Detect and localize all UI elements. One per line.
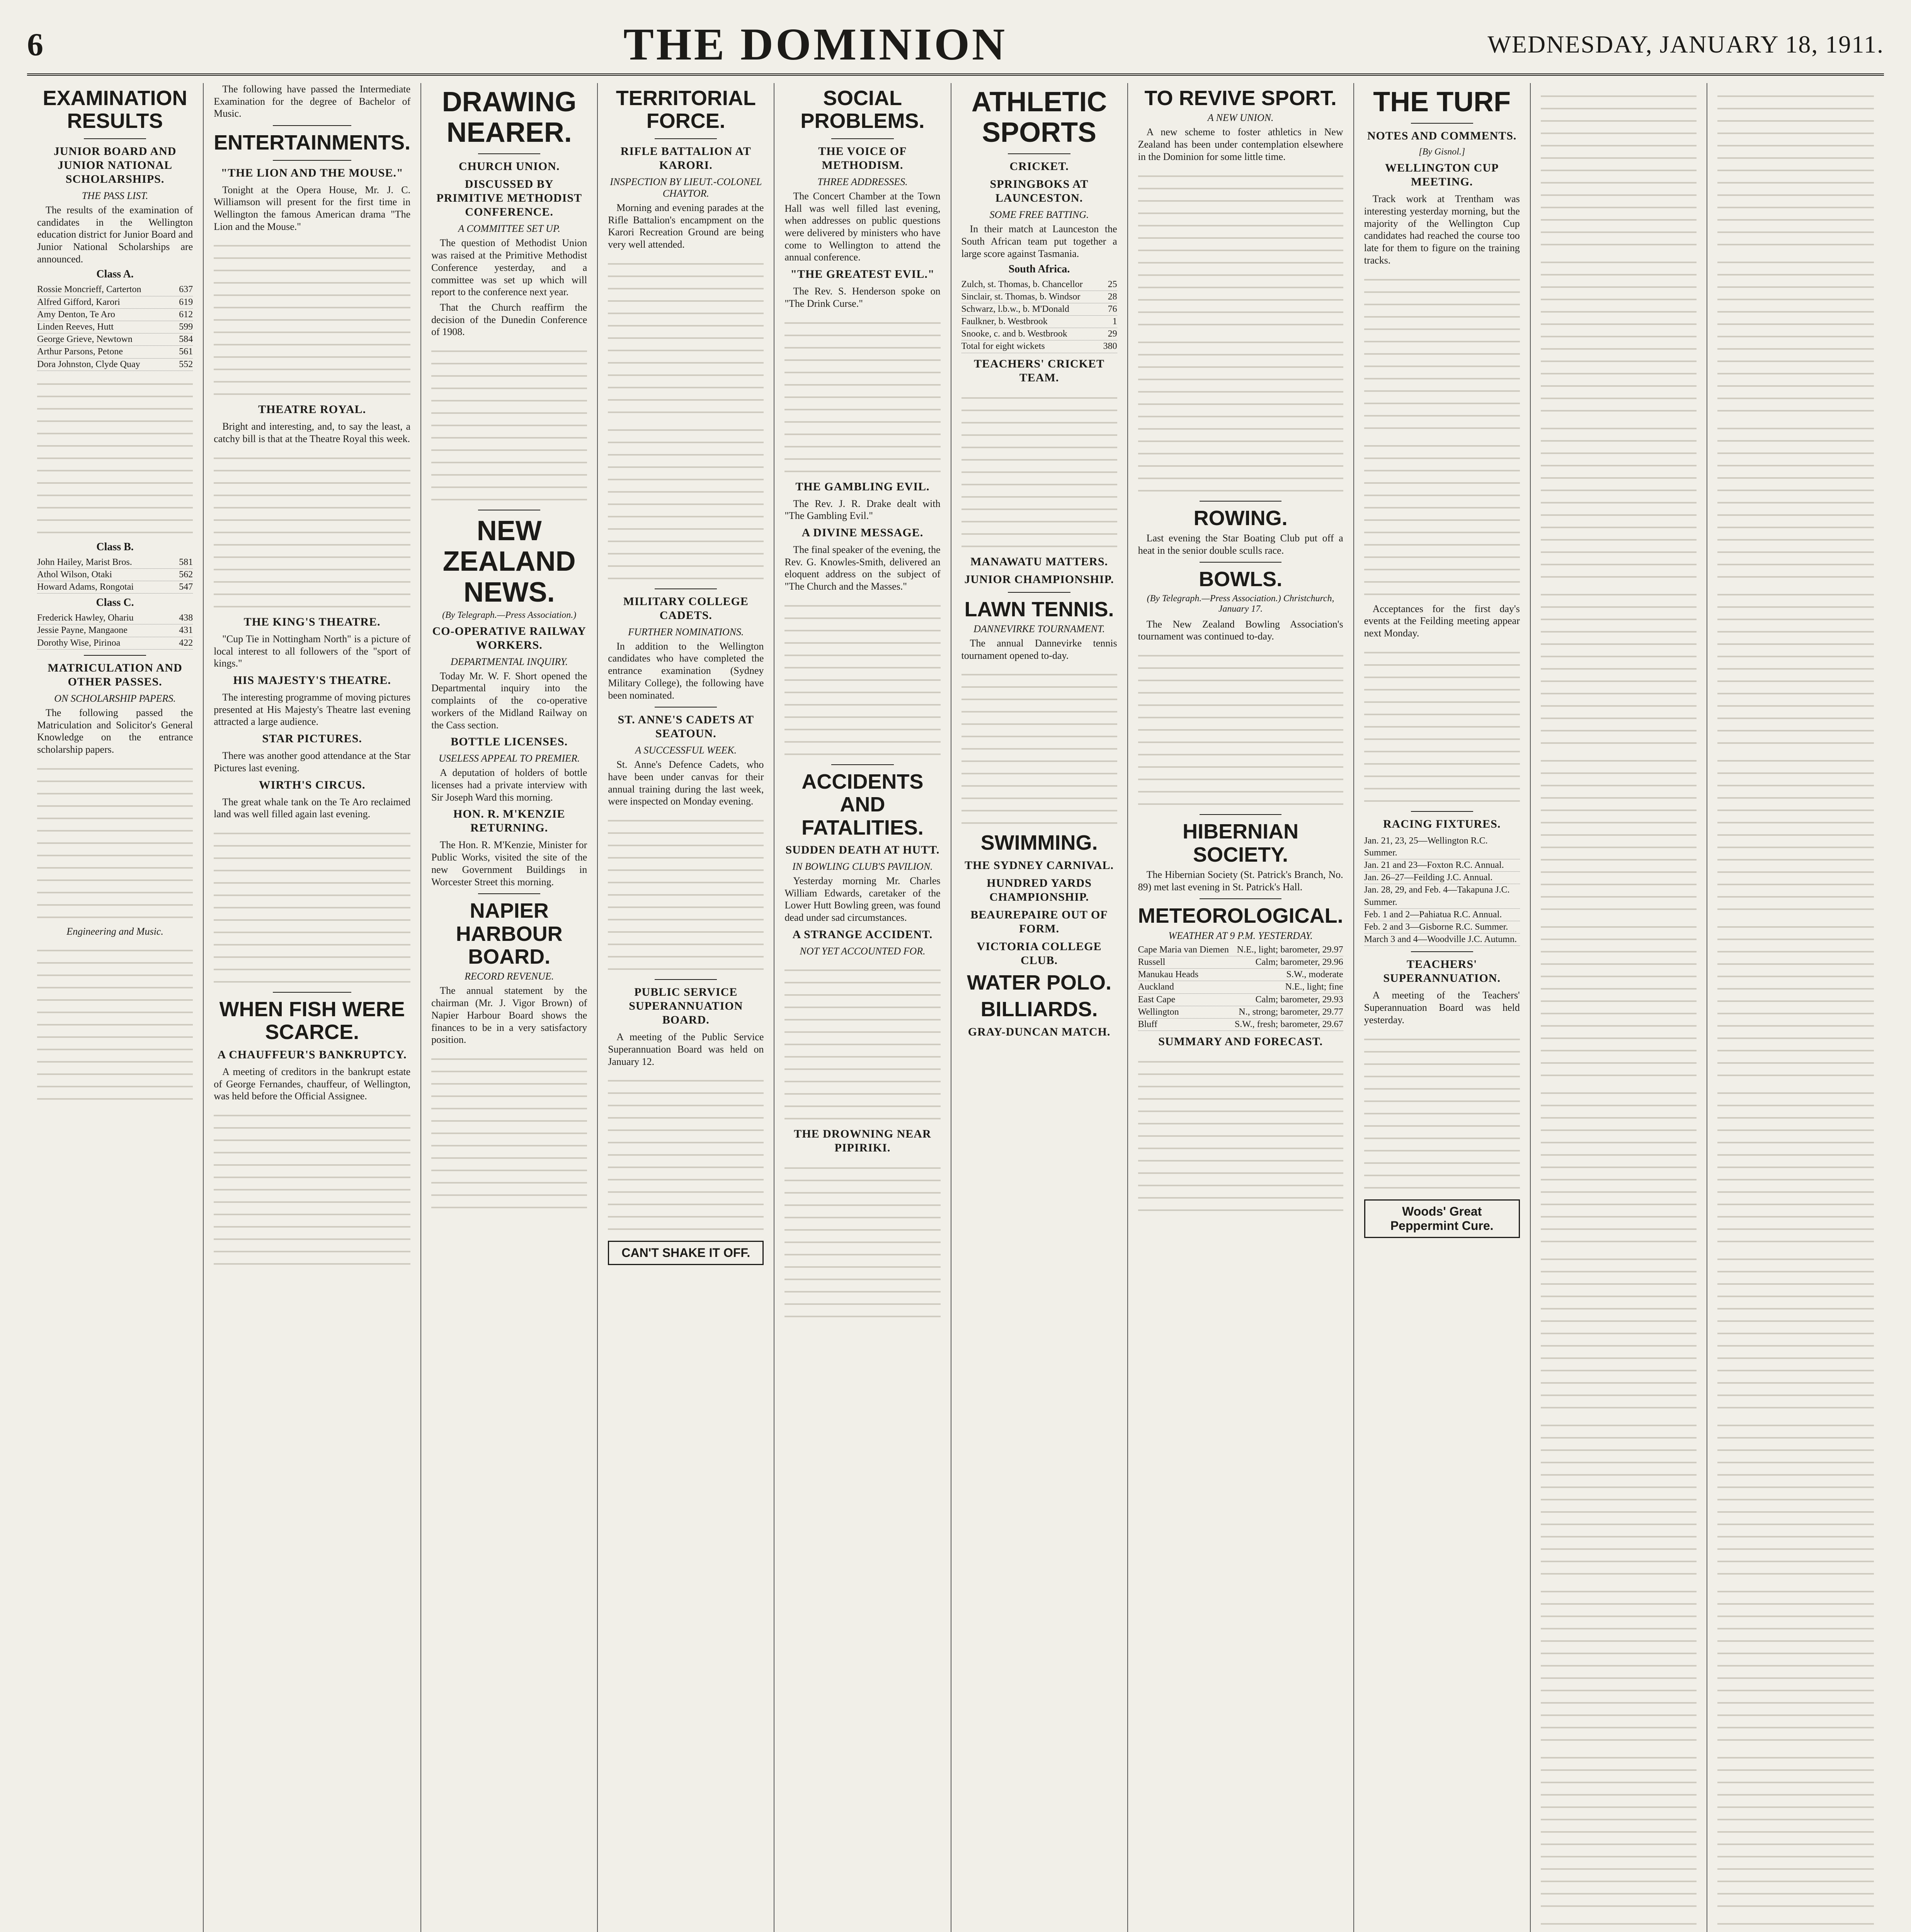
text-block: [1138, 646, 1343, 809]
revive-sport-text: A new scheme to foster athletics in New Zealand has been under contemplation elsewhere in the Dominion for some little time.: [1138, 126, 1343, 162]
hundred-yards-heading: HUNDRED YARDS CHAMPIONSHIP.: [987, 876, 1092, 903]
list-item: Wellington N., strong; barometer, 29.77: [1138, 1006, 1343, 1019]
mckenzie-heading: HON. R. M'KENZIE RETURNING.: [453, 808, 565, 835]
class-b-list: [37, 556, 193, 594]
text-block: [784, 1159, 940, 1321]
column-2: [204, 83, 421, 1932]
church-union-subheading: CHURCH UNION.: [459, 160, 560, 173]
notes-comments-subheading: NOTES AND COMMENTS.: [1367, 129, 1517, 143]
wirths-circus-title: WIRTH'S CIRCUS.: [259, 778, 366, 791]
columns: [27, 83, 1884, 1932]
text-block: [1717, 1416, 1874, 1578]
list-item: Dorothy Wise, Pirinoa 422: [37, 637, 193, 650]
south-africa-label: South Africa.: [1008, 263, 1070, 275]
revive-sport-heading: TO REVIVE SPORT.: [1144, 87, 1337, 110]
cadets-text: In addition to the Wellington candidates who have completed the entrance examination (Sydney Military College), the following have been nominated.: [608, 640, 764, 701]
accidents-text: Yesterday morning Mr. Charles William Edwards, caretaker of the Lower Hutt Bowling green, was found dead under sad circumstances.: [784, 875, 941, 923]
church-union-text: The question of Methodist Union was raised at the Primitive Methodist Conference yesterday, and a committee was set up which will report to the conference next year.: [431, 237, 587, 298]
free-batting-subheading: SOME FREE BATTING.: [989, 209, 1089, 221]
music-intro: The following have passed the Intermediate Examination for the degree of Bachelor of Music.: [214, 83, 411, 119]
list-item: Athol Wilson, Otaki 562: [37, 569, 193, 581]
theatre-royal-title: THEATRE ROYAL.: [258, 403, 366, 416]
junior-championship-heading: JUNIOR CHAMPIONSHIP.: [964, 573, 1114, 586]
rule: [1200, 814, 1281, 815]
bottle-text: A deputation of holders of bottle licenses had a private interview with Sir Joseph Ward this morning.: [431, 767, 587, 803]
text-block: [1541, 1748, 1697, 1911]
column-3: [421, 83, 598, 1932]
social-problems-text: The Concert Chamber at the Town Hall was well filled last evening, when addresses on public questions were delivered by ministers who have come to Wellington to attend the annual conference.: [784, 190, 941, 263]
sydney-carnival-subheading: THE SYDNEY CARNIVAL.: [965, 859, 1114, 872]
summary-forecast-heading: SUMMARY AND FORECAST.: [1158, 1035, 1323, 1048]
swimming-heading: SWIMMING.: [980, 831, 1098, 855]
class-c-list: [37, 612, 193, 650]
text-block: [1541, 585, 1697, 748]
matric-heading: MATRICULATION AND OTHER PASSES.: [48, 661, 182, 688]
text-block: [1541, 1915, 1697, 1932]
text-block: [431, 1050, 587, 1212]
lion-mouse-title: "THE LION AND THE MOUSE.": [221, 166, 403, 179]
advertisement: CAN'T SHAKE IT OFF.: [608, 1241, 764, 1265]
turf-text-2: Acceptances for the first day's events at the Feilding meeting appear next Monday.: [1364, 603, 1520, 639]
rule: [84, 138, 146, 139]
matric-text: The following passed the Matriculation and Solicitor's General Knowledge on the entrance scholarship papers.: [37, 707, 193, 755]
rule: [1411, 123, 1473, 124]
springboks-subheading: SPRINGBOKS AT LAUNCESTON.: [990, 178, 1089, 205]
tennis-text: The annual Dannevirke tennis tournament opened to-day.: [961, 638, 1117, 661]
inspection-subheading: INSPECTION BY LIEUT.-COLONEL CHAYTOR.: [610, 176, 762, 199]
text-block: [1364, 1030, 1520, 1192]
gray-duncan-subheading: GRAY-DUNCAN MATCH.: [968, 1025, 1111, 1038]
rifle-battalion-subheading: RIFLE BATTALION AT KARORI.: [620, 145, 751, 172]
text-block: [1364, 437, 1520, 599]
list-item: Frederick Hawley, Ohariu 438: [37, 612, 193, 624]
exam-results-heading: EXAMINATION RESULTS: [43, 87, 187, 133]
rule: [655, 588, 717, 589]
class-b-label: Class B.: [96, 541, 134, 553]
table-row: Sinclair, st. Thomas, b. Windsor 28: [961, 291, 1117, 303]
class-a-list: [37, 284, 193, 371]
weather-subheading: WEATHER AT 9 P.M. YESTERDAY.: [1168, 930, 1313, 941]
primitive-methodist-subheading: DISCUSSED BY PRIMITIVE METHODIST CONFERENCE.: [436, 178, 582, 219]
rule: [1411, 951, 1473, 952]
text-block: [784, 314, 940, 476]
text-block: [784, 597, 940, 759]
strange-accident-subheading: NOT YET ACCOUNTED FOR.: [800, 945, 926, 957]
napier-subheading: RECORD REVENUE.: [465, 971, 554, 982]
rule: [273, 160, 352, 161]
mckenzie-text: The Hon. R. M'Kenzie, Minister for Public Works, visited the site of the new Government Buildings in Worcester Street this morning.: [431, 839, 587, 888]
list-item: Jan. 21, 23, 25—Wellington R.C. Summer.: [1364, 835, 1520, 859]
pass-list-label: THE PASS LIST.: [82, 190, 148, 201]
beaurepaire-heading: BEAUREPAIRE OUT OF FORM.: [970, 908, 1108, 935]
issue-date: WEDNESDAY, JANUARY 18, 1911.: [1487, 31, 1884, 58]
gambling-heading: THE GAMBLING EVIL.: [795, 480, 930, 493]
turf-byline: [By Gisnol.]: [1419, 147, 1465, 157]
seatoun-text: St. Anne's Defence Cadets, who have been under canvas for their annual training during the last week, were inspected on Monday evening.: [608, 759, 764, 807]
list-item: Jessie Payne, Mangaone 431: [37, 624, 193, 637]
coop-heading: CO-OPERATIVE RAILWAY WORKERS.: [432, 624, 586, 651]
text-block: [1541, 419, 1697, 582]
table-row: Zulch, st. Thomas, b. Chancellor 25: [961, 279, 1117, 291]
table-row: Faulkner, b. Westbrook 1: [961, 316, 1117, 328]
church-union-text-2: That the Church reaffirm the decision of the Dunedin Conference of 1908.: [431, 301, 587, 338]
rule: [273, 992, 352, 993]
text-block: [431, 342, 587, 504]
dannevirke-subheading: DANNEVIRKE TOURNAMENT.: [973, 623, 1105, 635]
list-item: Jan. 28, 29, and Feb. 4—Takapuna J.C. Summer.: [1364, 884, 1520, 908]
manawatu-heading: MANAWATU MATTERS.: [970, 555, 1108, 568]
class-a-label: Class A.: [96, 268, 134, 281]
text-block: [1541, 1416, 1697, 1578]
drawing-nearer-heading: DRAWING NEARER.: [442, 87, 577, 148]
text-block: [608, 255, 764, 417]
rule: [655, 979, 717, 980]
table-row: Schwarz, l.b.w., b. M'Donald 76: [961, 303, 1117, 316]
teachers-superannuation-text: A meeting of the Teachers' Superannuation Board was held yesterday.: [1364, 990, 1520, 1026]
text-block: [1541, 1084, 1697, 1246]
coop-subheading: DEPARTMENTAL INQUIRY.: [450, 656, 568, 667]
text-block: [37, 375, 193, 537]
column-4: [598, 83, 774, 1932]
rule: [831, 138, 893, 139]
text-block: [961, 389, 1117, 551]
text-block: [1138, 1053, 1343, 1215]
list-item: Alfred Gifford, Karori 619: [37, 296, 193, 309]
rule: [84, 655, 146, 656]
list-item: March 3 and 4—Woodville J.C. Autumn.: [1364, 934, 1520, 946]
scorecard: [961, 279, 1117, 353]
list-item: Russell Calm; barometer, 29.96: [1138, 956, 1343, 969]
text-block: [1138, 167, 1343, 329]
text-block: [1541, 752, 1697, 914]
nz-news-heading: NEW ZEALAND NEWS.: [442, 515, 576, 608]
rule: [273, 125, 352, 126]
text-block: [1717, 253, 1874, 415]
divine-message-text: The final speaker of the evening, the Rev. G. Knowles-Smith, delivered an eloquent address on the subject of "The Church and the Masses.": [784, 544, 941, 592]
engineering-heading: Engineering and Music.: [66, 925, 163, 937]
theatre-royal-text: Bright and interesting, and, to say the least, a catchy bill is that at the Theatre Royal this week.: [214, 421, 411, 445]
rule: [478, 153, 540, 154]
text-block: [214, 449, 410, 611]
text-block: [784, 961, 940, 1123]
list-item: John Hailey, Marist Bros. 581: [37, 556, 193, 569]
text-block: [1717, 585, 1874, 748]
list-item: Bluff S.W., fresh; barometer, 29.67: [1138, 1019, 1343, 1031]
new-union-subheading: A NEW UNION.: [1207, 112, 1274, 124]
list-item: Howard Adams, Rongotai 547: [37, 581, 193, 594]
water-polo-heading: WATER POLO.: [967, 971, 1112, 994]
text-block: [214, 824, 410, 986]
text-block: [1541, 253, 1697, 415]
teachers-cricket-heading: TEACHERS' CRICKET TEAM.: [974, 357, 1105, 384]
lawn-tennis-heading: LAWN TENNIS.: [964, 597, 1114, 621]
advertisement: Woods' Great Peppermint Cure.: [1364, 1199, 1520, 1238]
seatoun-subheading: A SUCCESSFUL WEEK.: [635, 745, 737, 756]
bowling-club-subheading: IN BOWLING CLUB'S PAVILION.: [792, 861, 933, 872]
bottle-heading: BOTTLE LICENSES.: [451, 735, 568, 748]
methodism-subheading: THE VOICE OF METHODISM.: [818, 145, 907, 172]
turf-text: Track work at Trentham was interesting yesterday morning, but the majority of the Wellington Cup candidates had reached the course too late for them to figure on the training tracks.: [1364, 193, 1520, 266]
list-item: Rossie Moncrieff, Carterton 637: [37, 284, 193, 296]
rule: [478, 893, 540, 894]
rule: [1200, 501, 1281, 502]
cadets-heading: MILITARY COLLEGE CADETS.: [623, 595, 749, 622]
committee-subheading: A COMMITTEE SET UP.: [458, 223, 560, 235]
divine-message-heading: A DIVINE MESSAGE.: [801, 526, 924, 539]
list-item: Auckland N.E., light; fine: [1138, 981, 1343, 993]
text-block: [1717, 752, 1874, 914]
text-block: [214, 236, 410, 399]
exam-intro: The results of the examination of candidates in the Wellington education district for Junior Board and Junior National Scholarships are announced.: [37, 204, 193, 265]
exam-subheading: JUNIOR BOARD AND JUNIOR NATIONAL SCHOLARSHIPS.: [53, 145, 177, 185]
greatest-evil-text: The Rev. S. Henderson spoke on "The Drink Curse.": [784, 286, 941, 309]
list-item: Feb. 1 and 2—Pahiatua R.C. Annual.: [1364, 909, 1520, 921]
page-number: 6: [27, 26, 43, 63]
napier-text: The annual statement by the chairman (Mr. J. Vigor Brown) of Napier Harbour Board shows the finances to be in a very satisfactory position.: [431, 985, 587, 1046]
superannuation-heading: PUBLIC SERVICE SUPERANNUATION BOARD.: [629, 986, 743, 1027]
victoria-college-heading: VICTORIA COLLEGE CLUB.: [977, 940, 1102, 967]
text-block: [1364, 270, 1520, 433]
text-block: [1717, 1582, 1874, 1745]
billiards-heading: BILLIARDS.: [980, 998, 1098, 1021]
hibernian-text: The Hibernian Society (St. Patrick's Branch, No. 89) met last evening in St. Patrick's Hall.: [1138, 869, 1343, 893]
column-6: [951, 83, 1128, 1932]
text-block: [1541, 1582, 1697, 1745]
cup-meeting-heading: WELLINGTON CUP MEETING.: [1385, 162, 1499, 189]
list-item: Cape Maria van Diemen N.E., light; barometer, 29.97: [1138, 944, 1343, 956]
rule: [1200, 562, 1281, 563]
greatest-evil-heading: "THE GREATEST EVIL.": [790, 268, 935, 281]
cricket-text: In their match at Launceston the South African team put together a large score against Tasmania.: [961, 223, 1117, 259]
text-block: [1717, 1915, 1874, 1932]
text-block: [1717, 918, 1874, 1080]
entertainments-heading: ENTERTAINMENTS.: [214, 131, 411, 155]
text-block: [608, 811, 764, 974]
accidents-heading: ACCIDENTS AND FATALITIES.: [801, 770, 924, 839]
bowls-text: The New Zealand Bowling Association's tournament was continued to-day.: [1138, 618, 1343, 642]
territorial-text: Morning and evening parades at the Rifle Battalion's encampment on the Karori Recreation Ground are being very well attended.: [608, 202, 764, 250]
meteorological-heading: METEOROLOGICAL.: [1138, 904, 1343, 928]
list-item: George Grieve, Newtown 584: [37, 333, 193, 346]
matric-subheading: ON SCHOLARSHIP PAPERS.: [54, 692, 176, 704]
seatoun-heading: ST. ANNE'S CADETS AT SEATOUN.: [618, 713, 754, 740]
column-5: [774, 83, 951, 1932]
text-block: [1717, 87, 1874, 249]
lion-mouse-text: Tonight at the Opera House, Mr. J. C. Williamson will present for the first time in Wellington the famous American drama "The Lion and the Mouse.": [214, 184, 411, 232]
list-item: Jan. 26–27—Feilding J.C. Annual.: [1364, 872, 1520, 884]
column-7: [1128, 83, 1354, 1932]
star-pictures-title: STAR PICTURES.: [262, 732, 362, 745]
text-block: [37, 760, 193, 922]
racing-fixtures-heading: RACING FIXTURES.: [1383, 817, 1501, 830]
cadets-subheading: FURTHER NOMINATIONS.: [628, 626, 744, 638]
column-10: [1707, 83, 1884, 1932]
list-item: Feb. 2 and 3—Gisborne R.C. Summer.: [1364, 921, 1520, 934]
masthead: [27, 15, 1884, 76]
bowls-byline: (By Telegraph.—Press Association.) Christchurch, January 17.: [1147, 593, 1334, 614]
kings-theatre-title: THE KING'S THEATRE.: [243, 615, 381, 628]
rule: [655, 138, 717, 139]
hibernian-heading: HIBERNIAN SOCIETY.: [1183, 820, 1299, 866]
fish-scarce-subheading: A CHAUFFEUR'S BANKRUPTCY.: [217, 1048, 407, 1061]
bowls-heading: BOWLS.: [1199, 568, 1283, 591]
rule: [1200, 898, 1281, 899]
teachers-superannuation-heading: TEACHERS' SUPERANNUATION.: [1383, 958, 1501, 985]
column-8: [1354, 83, 1531, 1932]
bottle-subheading: USELESS APPEAL TO PREMIER.: [438, 753, 580, 764]
coop-text: Today Mr. W. F. Short opened the Departmental inquiry into the complaints of the co-operative workers of the Midland Railway on the Cass section.: [431, 670, 587, 731]
rowing-text: Last evening the Star Boating Club put off a heat in the senior double sculls race.: [1138, 532, 1343, 556]
kings-theatre-text: "Cup Tie in Nottingham North" is a picture of local interest to all followers of the "sport of kings.": [214, 633, 411, 669]
text-block: [1717, 1748, 1874, 1911]
rule: [1411, 811, 1473, 812]
fish-scarce-heading: WHEN FISH WERE SCARCE.: [219, 998, 405, 1044]
his-majestys-text: The interesting programme of moving pictures presented at His Majesty's Theatre last evening attracted a large audience.: [214, 692, 411, 728]
list-item: Dora Johnston, Clyde Quay 552: [37, 359, 193, 371]
strange-accident-heading: A STRANGE ACCIDENT.: [792, 928, 933, 941]
list-item: Arthur Parsons, Petone 561: [37, 346, 193, 358]
text-block: [1541, 1250, 1697, 1412]
press-association-byline: (By Telegraph.—Press Association.): [442, 610, 577, 620]
drowning-heading: THE DROWNING NEAR PIPIRIKI.: [794, 1127, 931, 1154]
text-block: [1717, 1084, 1874, 1246]
list-item: Manukau Heads S.W., moderate: [1138, 969, 1343, 981]
rule: [831, 764, 893, 765]
text-block: [1138, 333, 1343, 495]
athletic-sports-heading: ATHLETIC SPORTS: [971, 87, 1107, 148]
text-block: [37, 941, 193, 1104]
text-block: [1717, 419, 1874, 582]
column-9: [1531, 83, 1707, 1932]
list-item: Amy Denton, Te Aro 612: [37, 309, 193, 321]
fixtures-list: [1364, 835, 1520, 946]
superannuation-text: A meeting of the Public Service Superannuation Board was held on January 12.: [608, 1031, 764, 1067]
addresses-subheading: THREE ADDRESSES.: [817, 176, 908, 187]
table-row: Snooke, c. and b. Westbrook 29: [961, 328, 1117, 340]
gambling-text: The Rev. J. R. Drake dealt with "The Gambling Evil.": [784, 498, 941, 522]
class-c-label: Class C.: [96, 597, 134, 609]
turf-heading: THE TURF: [1373, 87, 1511, 117]
table-row: Total for eight wickets 380: [961, 340, 1117, 353]
rule: [1008, 153, 1070, 154]
cricket-heading: CRICKET.: [1009, 160, 1069, 173]
list-item: Linden Reeves, Hutt 599: [37, 321, 193, 333]
his-majestys-title: HIS MAJESTY'S THEATRE.: [233, 674, 391, 687]
newspaper-title: THE DOMINION: [623, 19, 1007, 70]
column-1: [27, 83, 204, 1932]
text-block: [1541, 918, 1697, 1080]
fish-scarce-text: A meeting of creditors in the bankrupt estate of George Fernandes, chauffeur, of Wellington, was held before the Official Assignee.: [214, 1066, 411, 1102]
text-block: [608, 421, 764, 583]
list-item: East Cape Calm; barometer, 29.93: [1138, 994, 1343, 1006]
star-pictures-text: There was another good attendance at the Star Pictures last evening.: [214, 750, 411, 774]
social-problems-heading: SOCIAL PROBLEMS.: [800, 87, 925, 133]
text-block: [961, 665, 1117, 828]
napier-heading: NAPIER HARBOUR BOARD.: [456, 899, 563, 969]
wirths-circus-text: The great whale tank on the Te Aro reclaimed land was well filled again last evening.: [214, 796, 411, 820]
territorial-heading: TERRITORIAL FORCE.: [616, 87, 756, 133]
text-block: [608, 1071, 764, 1234]
text-block: [1541, 87, 1697, 249]
rule: [1008, 592, 1070, 593]
text-block: [1364, 643, 1520, 806]
text-block: [214, 1106, 410, 1269]
sudden-death-subheading: SUDDEN DEATH AT HUTT.: [785, 844, 940, 857]
weather-list: [1138, 944, 1343, 1031]
list-item: Jan. 21 and 23—Foxton R.C. Annual.: [1364, 859, 1520, 872]
text-block: [1717, 1250, 1874, 1412]
rowing-heading: ROWING.: [1193, 506, 1288, 530]
